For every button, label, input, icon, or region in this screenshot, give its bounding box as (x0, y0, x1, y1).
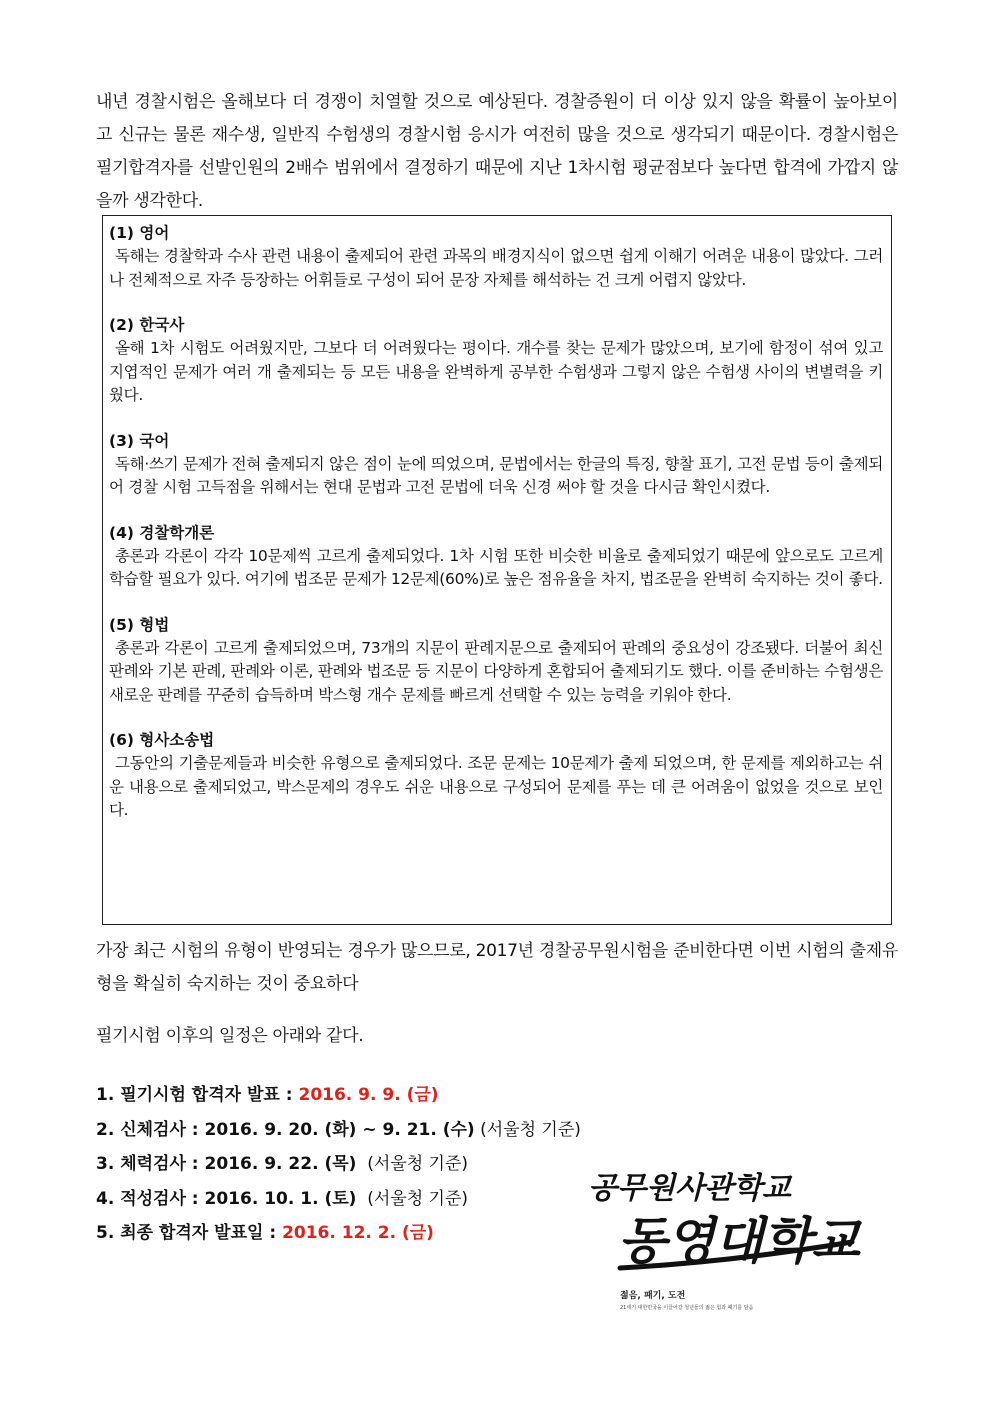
intro-paragraph: 내년 경찰시험은 올해보다 더 경쟁이 치열할 것으로 예상된다. 경찰증원이 더 이상 있지 않을 확률이 높아보이고 신규는 물론 재수생, 일반직 수험생의 경찰시험 응시가 여전히 많을 것으로 생각되기 때문이다. 경찰시험은 필기합격자를 선발인원의 2배수 범위에서 결정하기 때문에 지난 1차시험 평균점보다 높다면 합격에 가깝지 않을까 생각한다. (96, 92, 898, 211)
university-logo (580, 1158, 880, 1318)
section-title: (6) 형사소송법 (109, 731, 215, 749)
section-title: (5) 형법 (109, 615, 170, 634)
section-body: 독해는 경찰학과 수사 관련 내용이 출제되어 관련 과목의 배경지식이 없으면 쉽게 이해기 어려운 내용이 많았다. 그러나 전체적으로 자주 등장하는 어휘들로 구성이 되어 문장 자체를 해석하는 건 크게 어렵지 않았다. (109, 247, 883, 289)
section-police-studies (109, 522, 883, 592)
logo-subline: 21세기 대한민국을 이끌어갈 청년들의 젊은 힘과 패기를 담음 (620, 1305, 754, 1311)
section-body: 총론과 각론이 고르게 출제되었으며, 73개의 지문이 판례지문으로 출제되어 판례의 중요성이 강조됐다. 더불어 최신 판례와 기본 판례, 판례와 이론, 판례와 법조문 등 지문이 다양하게 혼합되어 출제되기도 했다. 이를 준비하는 수험생은 새로운 판례를 꾸준히 습득하며 박스형 개수 문제를 빠르게 선택할 수 있는 능력을 키워야 한다. (109, 638, 883, 704)
conclusion-paragraph: 가장 최근 시험의 유형이 반영되는 경우가 많으므로, 2017년 경찰공무원시험을 준비한다면 이번 시험의 출제유형을 확실히 숙지하는 것이 중요하다 (96, 941, 898, 994)
section-body: 독해·쓰기 문제가 전혀 출제되지 않은 점이 눈에 띄었으며, 문법에서는 한글의 특징, 향찰 표기, 고전 문법 등이 출제되어 경찰 시험 고득점을 위해서는 현대 문법과 고전 문법에 더욱 신경 써야 할 것을 다시금 확인시켰다. (109, 454, 883, 496)
schedule-date: 2016. 12. 2. (금) (282, 1223, 434, 1243)
schedule-label: 5. 최종 합격자 발표일 : (96, 1223, 283, 1243)
schedule-label: 1. 필기시험 합격자 발표 : (96, 1085, 299, 1105)
logo-line2: 동영대학교 (618, 1211, 860, 1270)
schedule-date: 2016. 9. 20. (화) ~ 9. 21. (수) (204, 1119, 475, 1140)
section-criminal-law (109, 614, 883, 708)
schedule-date: 2016. 9. 9. (금) (298, 1085, 439, 1105)
schedule-label: 4. 적성검사 : (96, 1188, 205, 1209)
section-title: (1) 영어 (109, 224, 170, 242)
section-title: (3) 국어 (109, 431, 170, 450)
section-title: (4) 경찰학개론 (109, 523, 215, 542)
section-body: 그동안의 기출문제들과 비슷한 유형으로 출제되었다. 조문 문제는 10문제가 출제 되었으며, 한 문제를 제외하고는 쉬운 내용으로 출제되었고, 박스문제의 경우도 쉬운 내용으로 구성되어 문제를 푸는 데 큰 어려움이 없었을 것으로 보인다. (109, 754, 883, 819)
schedule-note: (서울청 기준) (356, 1154, 469, 1174)
section-korean-history (109, 314, 883, 408)
schedule-item (96, 1078, 581, 1113)
subject-review-box (102, 215, 892, 925)
schedule-label: 2. 신체검사 : (96, 1119, 205, 1140)
schedule-item (96, 1113, 581, 1148)
schedule-label: 3. 체력검사 : (96, 1154, 205, 1174)
section-english (109, 222, 883, 292)
schedule-note: (서울청 기준) (474, 1119, 581, 1140)
schedule-list (96, 1078, 581, 1251)
schedule-date: 2016. 10. 1. (토) (204, 1188, 357, 1209)
schedule-item (96, 1182, 581, 1217)
schedule-date: 2016. 9. 22. (목) (204, 1154, 357, 1174)
schedule-intro: 필기시험 이후의 일정은 아래와 같다. (96, 1026, 364, 1046)
logo-tagline: 젊음, 패기, 도전 (620, 1291, 686, 1301)
schedule-note: (서울청 기준) (356, 1188, 469, 1209)
logo-line1: 공무원사관학교 (588, 1171, 791, 1206)
section-korean (109, 430, 883, 500)
section-body: 총론과 각론이 각각 10문제씩 고르게 출제되었다. 1차 시험 또한 비슷한 비율로 출제되었기 때문에 앞으로도 고르게 학습할 필요가 있다. 여기에 법조문 문제가 12문제(60%)로 높은 점유율을 차지, 법조문을 완벽히 숙지하는 것이 좋다. (109, 546, 883, 588)
section-body: 올해 1차 시험도 어려웠지만, 그보다 더 어려웠다는 평이다. 개수를 찾는 문제가 많았으며, 보기에 함정이 섞여 있고 지엽적인 문제가 여러 개 출제되는 등 모든 내용을 완벽하게 공부한 수험생과 그렇지 않은 수험생 사이의 변별력을 키웠다. (109, 339, 883, 404)
section-criminal-procedure (109, 729, 883, 823)
schedule-item (96, 1216, 581, 1251)
schedule-item (96, 1147, 581, 1182)
calligraphy-logo-icon (580, 1158, 880, 1318)
section-title: (2) 한국사 (109, 316, 185, 334)
